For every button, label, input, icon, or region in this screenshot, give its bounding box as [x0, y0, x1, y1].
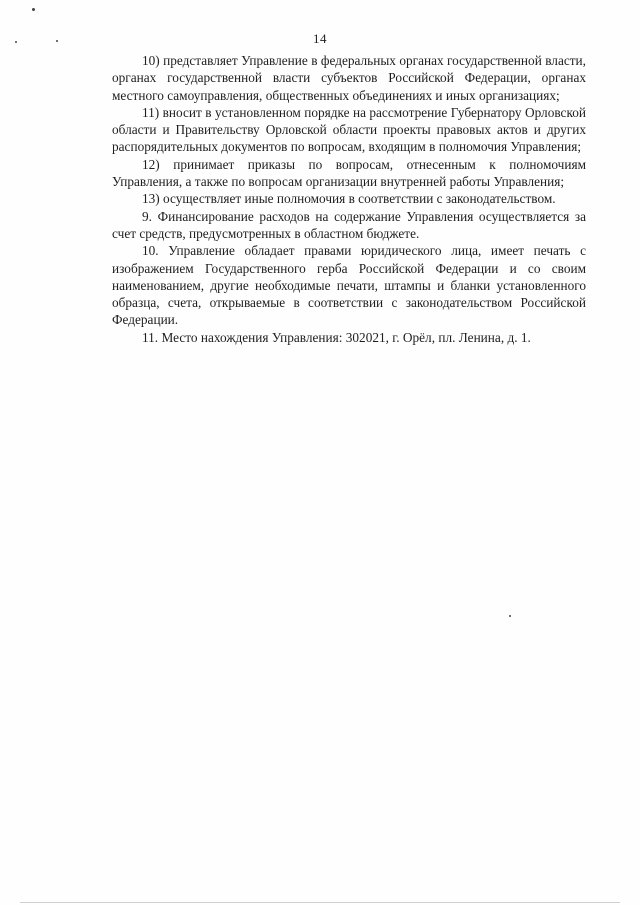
scan-edge-line: [20, 902, 620, 903]
scan-speck: [32, 8, 35, 11]
document-body: [112, 52, 586, 346]
paragraph-section-11: 11. Место нахождения Управления: 302021, г. Орёл, пл. Ленина, д. 1.: [142, 329, 531, 345]
paragraph-item-13: 13) осуществляет иные полномочия в соответствии с законодательством.: [142, 191, 556, 207]
paragraph-item-11: 11) вносит в установленном порядке на рассмотрение Губернатору Орловской области и Правительству Орловской области проекты правовых актов и других распорядительных документов по вопросам, входящим в полномочия Управления;: [112, 104, 586, 155]
paragraph-item-10: 10) представляет Управление в федеральных органах государственной власти, органах государственной власти субъектов Российской Федерации, органах местного самоуправления, общественных объединениях и иных организациях;: [112, 53, 586, 103]
scan-speck: [509, 615, 511, 617]
page-number: 14: [313, 31, 327, 46]
paragraph-section-10: 10. Управление обладает правами юридического лица, имеет печать с изображением Государственного герба Российской Федерации и со своим наименованием, другие необходимые печати, штампы и бланки установленного образца, счета, открываемые в соответствии с законодательством Российской Федерации.: [112, 243, 586, 328]
paragraph-section-9: 9. Финансирование расходов на содержание Управления осуществляется за счет средств, предусмотренных в областном бюджете.: [112, 208, 586, 241]
paragraph-item-12: 12) принимает приказы по вопросам, отнесенным к полномочиям Управления, а также по вопросам организации внутренней работы Управления;: [112, 156, 586, 190]
